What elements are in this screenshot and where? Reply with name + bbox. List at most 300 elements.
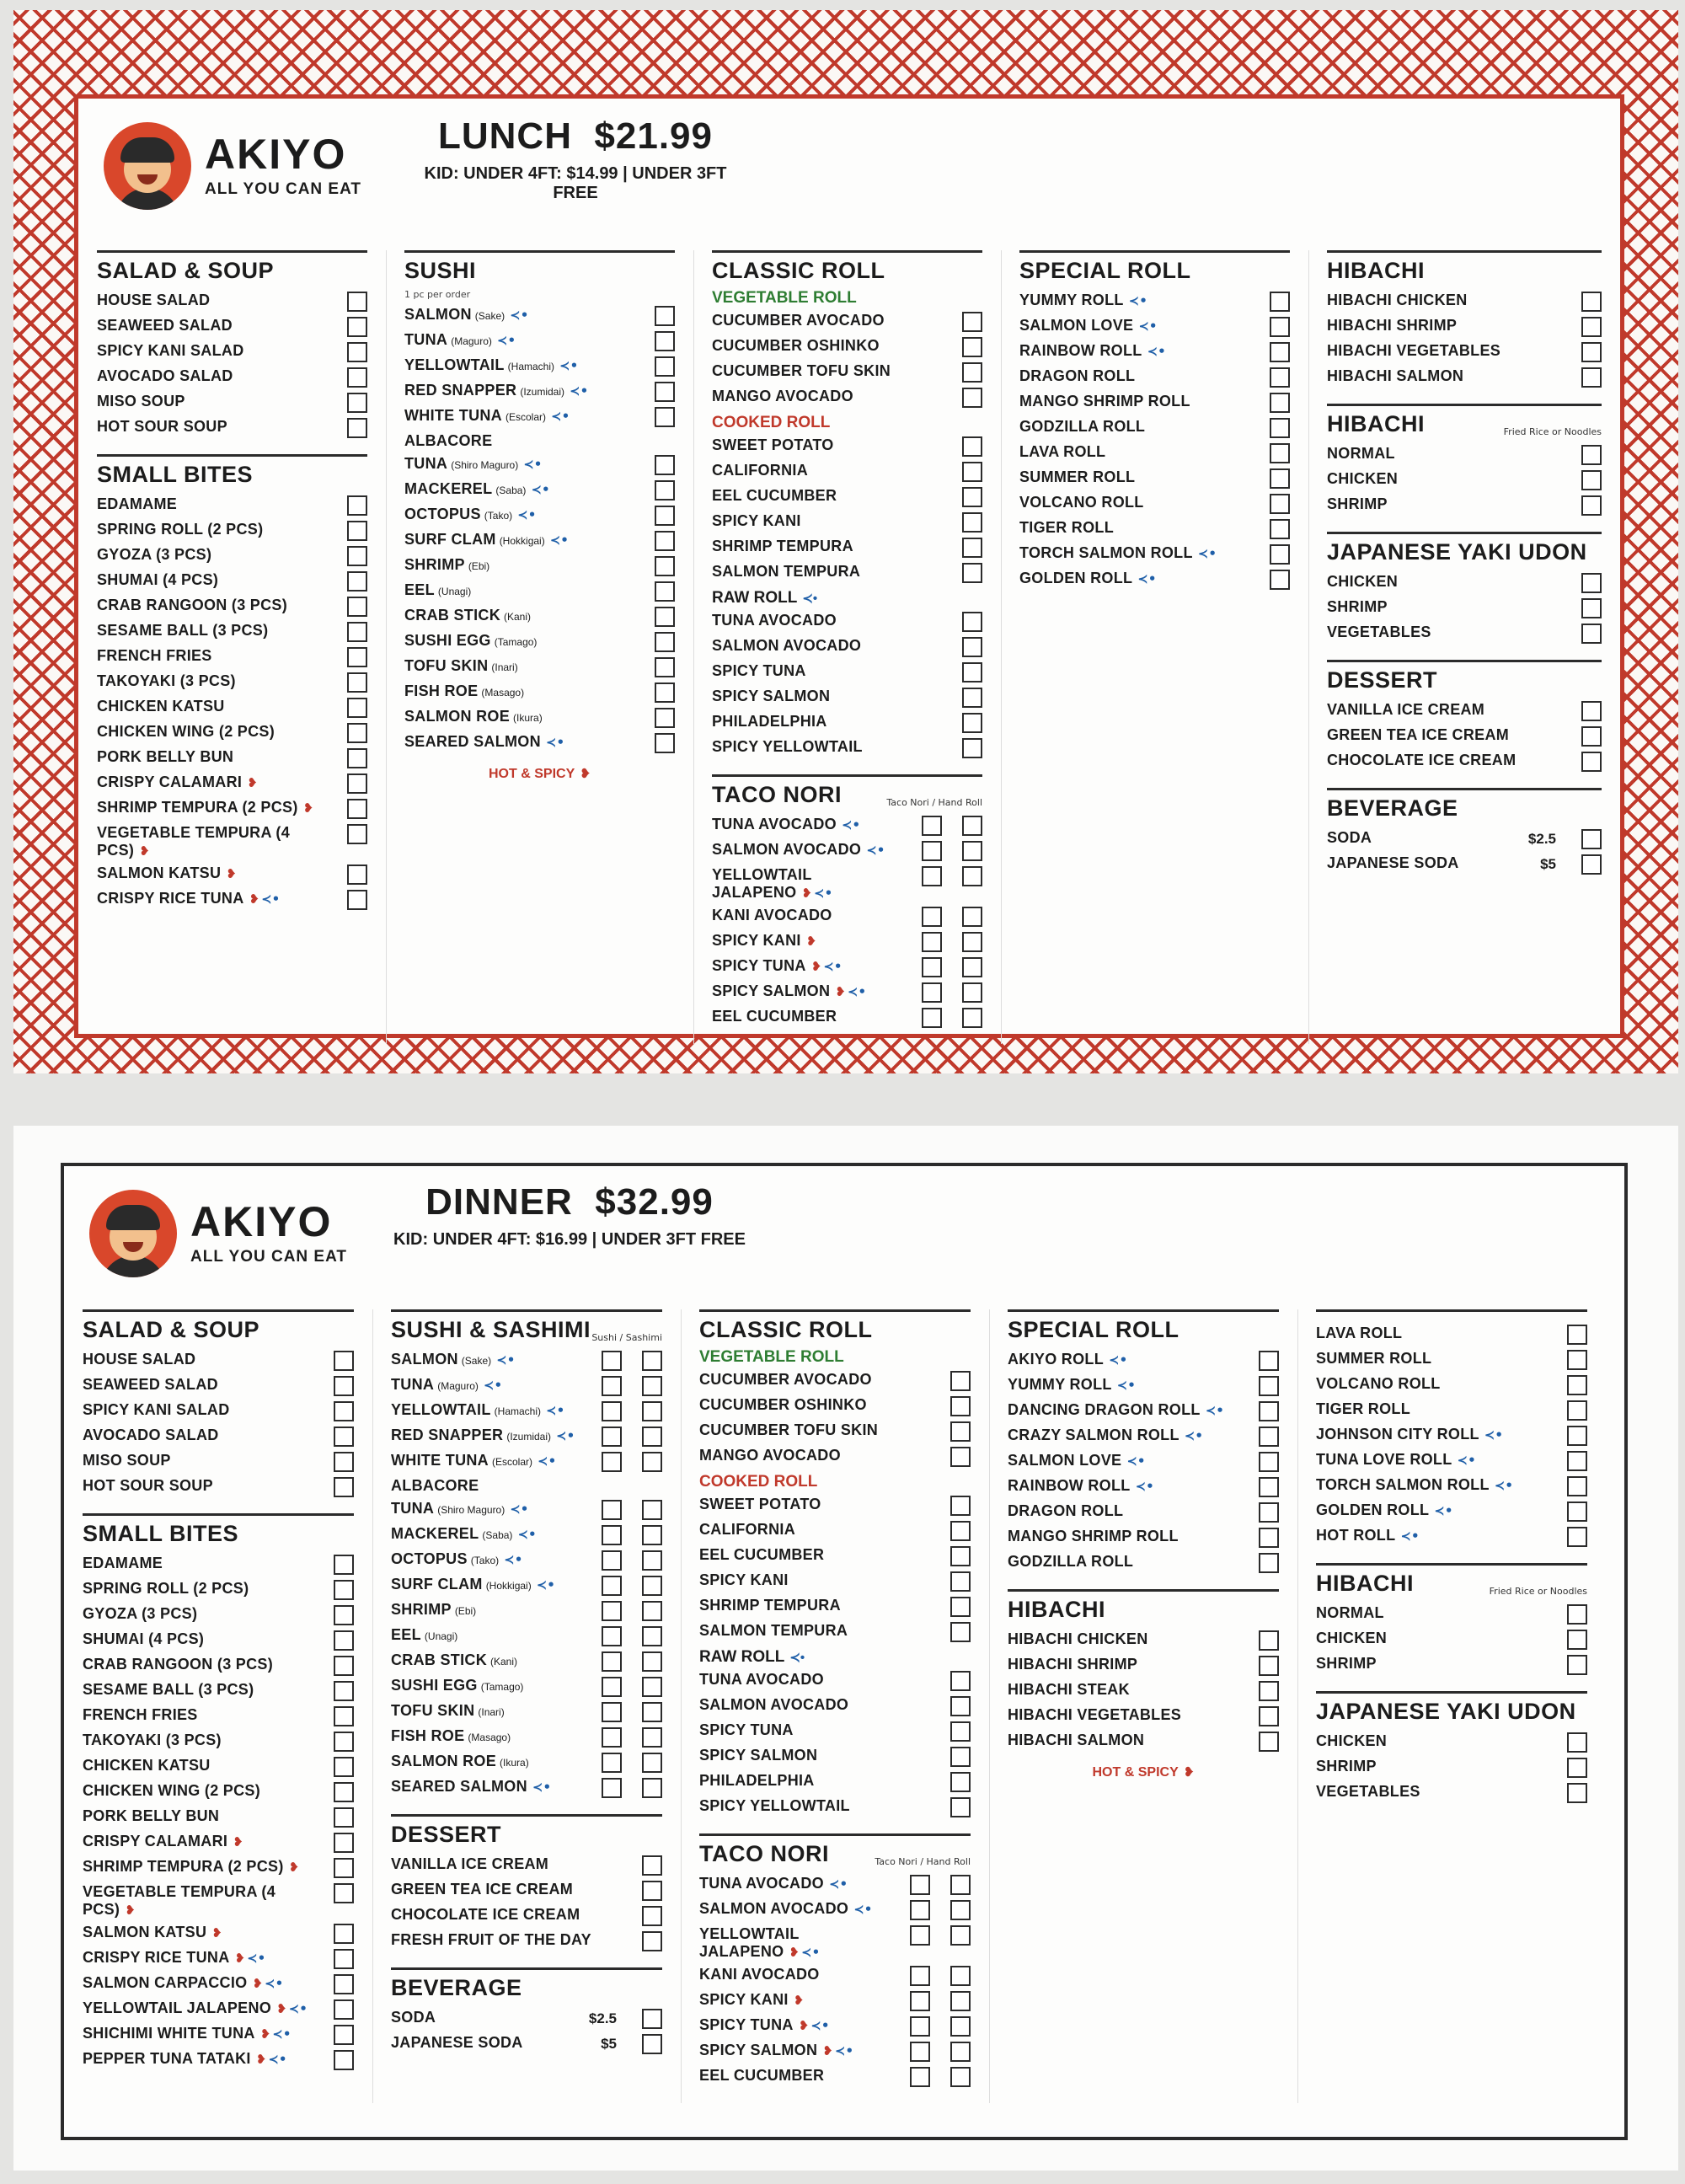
order-checkbox[interactable]: [334, 1630, 354, 1651]
order-boxes: [334, 1427, 354, 1447]
menu-item: [404, 528, 675, 554]
order-checkbox[interactable]: [910, 2016, 930, 2037]
order-checkbox[interactable]: [950, 1447, 971, 1467]
order-checkbox[interactable]: [602, 1601, 622, 1621]
order-checkbox[interactable]: [334, 1782, 354, 1802]
order-checkbox[interactable]: [334, 1924, 354, 1944]
order-checkbox[interactable]: [334, 1555, 354, 1575]
order-checkbox[interactable]: [1259, 1553, 1279, 1573]
order-checkbox[interactable]: [642, 1727, 662, 1748]
order-checkbox[interactable]: [1259, 1477, 1279, 1497]
order-checkbox[interactable]: [642, 1753, 662, 1773]
order-checkbox[interactable]: [1259, 1351, 1279, 1371]
order-checkbox[interactable]: [347, 723, 367, 743]
order-checkbox[interactable]: [1581, 317, 1602, 337]
order-checkbox[interactable]: [962, 637, 982, 657]
order-checkbox[interactable]: [950, 1671, 971, 1691]
order-checkbox[interactable]: [950, 1622, 971, 1642]
raw-fish-icon: ≺•: [866, 843, 885, 858]
order-checkbox[interactable]: [962, 512, 982, 533]
legend-text: HOT & SPICY: [1092, 1765, 1179, 1780]
order-boxes: [1259, 1528, 1279, 1548]
order-checkbox[interactable]: [922, 866, 942, 886]
order-checkbox[interactable]: [950, 2016, 971, 2037]
order-checkbox[interactable]: [1259, 1681, 1279, 1701]
menu-item-text: [1327, 598, 1388, 616]
order-checkbox[interactable]: [1581, 752, 1602, 772]
order-checkbox[interactable]: [334, 1681, 354, 1701]
menu-item: [699, 1923, 971, 1963]
subsection-title: [712, 414, 982, 432]
order-checkbox[interactable]: [950, 1875, 971, 1895]
order-checkbox[interactable]: [347, 597, 367, 617]
order-checkbox[interactable]: [1581, 624, 1602, 644]
order-checkbox[interactable]: [962, 713, 982, 733]
order-checkbox[interactable]: [642, 1525, 662, 1545]
item-name: TORCH SALMON ROLL: [1316, 1476, 1490, 1493]
order-checkbox[interactable]: [1567, 1426, 1587, 1446]
order-checkbox[interactable]: [962, 487, 982, 507]
order-checkbox[interactable]: [1581, 470, 1602, 490]
order-checkbox[interactable]: [1567, 1604, 1587, 1625]
order-checkbox[interactable]: [962, 816, 982, 836]
order-checkbox[interactable]: [950, 1396, 971, 1416]
order-checkbox[interactable]: [1581, 598, 1602, 618]
order-checkbox[interactable]: [642, 1351, 662, 1371]
item-name: EEL CUCUMBER: [712, 1008, 837, 1025]
order-checkbox[interactable]: [642, 1576, 662, 1596]
order-checkbox[interactable]: [1581, 495, 1602, 516]
item-marks: [1483, 1427, 1503, 1443]
order-checkbox[interactable]: [642, 2034, 662, 2054]
menu-item: [1316, 1448, 1587, 1474]
order-checkbox[interactable]: [1259, 1706, 1279, 1726]
order-checkbox[interactable]: [347, 799, 367, 819]
order-checkbox[interactable]: [347, 622, 367, 642]
order-checkbox[interactable]: [1270, 494, 1290, 514]
order-checkbox[interactable]: [655, 682, 675, 703]
order-checkbox[interactable]: [655, 733, 675, 753]
order-checkbox[interactable]: [1567, 1375, 1587, 1395]
order-checkbox[interactable]: [962, 436, 982, 457]
menu-item-text: [83, 1555, 163, 1572]
order-checkbox[interactable]: [655, 455, 675, 475]
order-checkbox[interactable]: [1567, 1502, 1587, 1522]
order-checkbox[interactable]: [962, 612, 982, 632]
order-checkbox[interactable]: [1259, 1502, 1279, 1523]
menu-item: [712, 904, 982, 929]
order-checkbox[interactable]: [602, 1351, 622, 1371]
order-checkbox[interactable]: [950, 1371, 971, 1391]
order-checkbox[interactable]: [602, 1651, 622, 1672]
order-checkbox[interactable]: [655, 356, 675, 377]
item-name: EEL: [391, 1626, 421, 1643]
order-checkbox[interactable]: [962, 1008, 982, 1028]
item-name: VEGETABLES: [1316, 1783, 1420, 1800]
order-checkbox[interactable]: [950, 1772, 971, 1792]
order-checkbox[interactable]: [1270, 393, 1290, 413]
order-checkbox[interactable]: [347, 824, 367, 844]
order-checkbox[interactable]: [347, 292, 367, 312]
order-checkbox[interactable]: [962, 841, 982, 861]
order-boxes: [334, 1782, 354, 1802]
order-checkbox[interactable]: [602, 1427, 622, 1447]
order-checkbox[interactable]: [1581, 445, 1602, 465]
order-checkbox[interactable]: [334, 1580, 354, 1600]
order-checkbox[interactable]: [334, 1706, 354, 1726]
order-checkbox[interactable]: [334, 1732, 354, 1752]
menu-section: [712, 250, 982, 761]
menu-item-text: [1008, 1553, 1133, 1571]
order-checkbox[interactable]: [1581, 342, 1602, 362]
legend-text: HOT & SPICY: [489, 767, 575, 781]
order-checkbox[interactable]: [347, 546, 367, 566]
order-checkbox[interactable]: [950, 1966, 971, 1986]
order-checkbox[interactable]: [1270, 317, 1290, 337]
order-checkbox[interactable]: [1567, 1400, 1587, 1421]
menu-item-text: [699, 1747, 817, 1764]
order-checkbox[interactable]: [950, 1546, 971, 1566]
order-boxes: [1567, 1325, 1587, 1345]
order-checkbox[interactable]: [334, 1833, 354, 1853]
order-checkbox[interactable]: [334, 1452, 354, 1472]
order-checkbox[interactable]: [1259, 1401, 1279, 1421]
order-checkbox[interactable]: [602, 1525, 622, 1545]
order-checkbox[interactable]: [642, 1778, 662, 1798]
menu-item-text: [391, 1351, 515, 1368]
menu-item-text: [712, 907, 832, 924]
menu-item-text: [97, 864, 237, 882]
order-checkbox[interactable]: [922, 907, 942, 927]
menu-item: [1327, 314, 1602, 340]
order-checkbox[interactable]: [1567, 1655, 1587, 1675]
order-boxes: [922, 982, 982, 1003]
section-header: [1008, 1589, 1279, 1623]
order-checkbox[interactable]: [1581, 367, 1602, 388]
section-header: [1019, 250, 1290, 284]
order-checkbox[interactable]: [347, 317, 367, 337]
order-checkbox[interactable]: [334, 1999, 354, 2020]
order-checkbox[interactable]: [347, 418, 367, 438]
order-checkbox[interactable]: [602, 1452, 622, 1472]
item-japanese-name: (Shiro Maguro): [437, 1504, 506, 1516]
menu-item-text: [712, 982, 866, 1000]
order-checkbox[interactable]: [1270, 519, 1290, 539]
order-checkbox[interactable]: [1270, 342, 1290, 362]
order-checkbox[interactable]: [602, 1778, 622, 1798]
order-boxes: [347, 647, 367, 667]
order-checkbox[interactable]: [922, 816, 942, 836]
order-checkbox[interactable]: [1270, 544, 1290, 565]
order-checkbox[interactable]: [1270, 292, 1290, 312]
item-marks: [210, 1924, 222, 1940]
order-checkbox[interactable]: [910, 1991, 930, 2011]
section-header: [97, 250, 367, 284]
order-checkbox[interactable]: [1567, 1758, 1587, 1778]
order-checkbox[interactable]: [922, 932, 942, 952]
order-checkbox[interactable]: [334, 1974, 354, 1994]
order-checkbox[interactable]: [922, 1008, 942, 1028]
order-checkbox[interactable]: [950, 1496, 971, 1516]
item-name: RAINBOW ROLL: [1019, 342, 1142, 359]
item-name: SALMON: [391, 1351, 458, 1368]
order-checkbox[interactable]: [962, 957, 982, 977]
order-checkbox[interactable]: [1567, 1350, 1587, 1370]
order-checkbox[interactable]: [602, 1576, 622, 1596]
order-checkbox[interactable]: [1270, 418, 1290, 438]
item-name: EEL CUCUMBER: [699, 1546, 825, 1563]
order-checkbox[interactable]: [602, 1702, 622, 1722]
order-checkbox[interactable]: [1259, 1656, 1279, 1676]
order-checkbox[interactable]: [347, 571, 367, 592]
order-checkbox[interactable]: [922, 982, 942, 1003]
order-checkbox[interactable]: [1567, 1630, 1587, 1650]
item-name: SPICY KANI: [712, 932, 801, 949]
order-checkbox[interactable]: [950, 1925, 971, 1946]
order-checkbox[interactable]: [347, 495, 367, 516]
item-name: CUCUMBER TOFU SKIN: [712, 362, 891, 379]
order-checkbox[interactable]: [950, 1991, 971, 2011]
order-checkbox[interactable]: [962, 538, 982, 558]
order-checkbox[interactable]: [1567, 1325, 1587, 1345]
order-checkbox[interactable]: [1259, 1452, 1279, 1472]
menu-item-text: [712, 957, 842, 975]
order-checkbox[interactable]: [642, 1931, 662, 1951]
order-checkbox[interactable]: [1581, 292, 1602, 312]
order-checkbox[interactable]: [642, 1855, 662, 1876]
order-checkbox[interactable]: [642, 1376, 662, 1396]
order-checkbox[interactable]: [962, 662, 982, 682]
order-checkbox[interactable]: [910, 2067, 930, 2087]
order-checkbox[interactable]: [1581, 726, 1602, 747]
order-checkbox[interactable]: [655, 382, 675, 402]
order-checkbox[interactable]: [962, 362, 982, 383]
item-name: CRAB RANGOON (3 PCS): [97, 597, 288, 613]
order-checkbox[interactable]: [1259, 1376, 1279, 1396]
menu-item-text: [97, 890, 280, 907]
order-checkbox[interactable]: [334, 1757, 354, 1777]
order-checkbox[interactable]: [950, 1797, 971, 1817]
order-checkbox[interactable]: [334, 1883, 354, 1903]
order-checkbox[interactable]: [642, 2009, 662, 2029]
order-checkbox[interactable]: [922, 957, 942, 977]
order-checkbox[interactable]: [347, 864, 367, 885]
order-checkbox[interactable]: [642, 1906, 662, 1926]
order-checkbox[interactable]: [655, 531, 675, 551]
order-checkbox[interactable]: [962, 337, 982, 357]
order-checkbox[interactable]: [347, 698, 367, 718]
order-checkbox[interactable]: [642, 1550, 662, 1571]
item-name: HIBACHI VEGETABLES: [1327, 342, 1501, 359]
menu-item: [404, 629, 675, 655]
order-checkbox[interactable]: [334, 1949, 354, 1969]
order-checkbox[interactable]: [655, 331, 675, 351]
order-checkbox[interactable]: [910, 1900, 930, 1920]
order-checkbox[interactable]: [602, 1753, 622, 1773]
order-boxes: [334, 1452, 354, 1472]
item-marks: [502, 1551, 522, 1567]
order-checkbox[interactable]: [334, 2050, 354, 2070]
order-checkbox[interactable]: [602, 1550, 622, 1571]
order-checkbox[interactable]: [655, 306, 675, 326]
item-japanese-name: (Ebi): [454, 1605, 477, 1617]
menu-item-text: [83, 1477, 213, 1495]
order-checkbox[interactable]: [962, 462, 982, 482]
order-checkbox[interactable]: [1259, 1630, 1279, 1651]
order-checkbox[interactable]: [602, 1376, 622, 1396]
order-checkbox[interactable]: [347, 672, 367, 693]
order-checkbox[interactable]: [655, 607, 675, 627]
order-checkbox[interactable]: [334, 1427, 354, 1447]
order-checkbox[interactable]: [1581, 829, 1602, 849]
order-checkbox[interactable]: [950, 2067, 971, 2087]
order-checkbox[interactable]: [334, 1807, 354, 1828]
order-checkbox[interactable]: [334, 1605, 354, 1625]
order-checkbox[interactable]: [602, 1677, 622, 1697]
section-header: [1327, 660, 1602, 693]
order-checkbox[interactable]: [1581, 573, 1602, 593]
order-checkbox[interactable]: [602, 1727, 622, 1748]
order-boxes: [334, 2025, 354, 2045]
order-checkbox[interactable]: [642, 1702, 662, 1722]
order-checkbox[interactable]: [347, 367, 367, 388]
order-checkbox[interactable]: [334, 1858, 354, 1878]
item-marks: [516, 1526, 536, 1542]
menu-item-text: [712, 866, 917, 902]
order-boxes: [602, 1452, 662, 1472]
order-checkbox[interactable]: [950, 1421, 971, 1442]
menu-item: [1316, 1398, 1587, 1423]
order-checkbox[interactable]: [910, 1925, 930, 1946]
raw-fish-icon: ≺•: [504, 1552, 523, 1567]
order-checkbox[interactable]: [1567, 1783, 1587, 1803]
order-checkbox[interactable]: [1581, 701, 1602, 721]
menu-item-text: [1316, 1375, 1441, 1393]
order-checkbox[interactable]: [1259, 1732, 1279, 1752]
menu-item: [1316, 1322, 1587, 1347]
order-checkbox[interactable]: [347, 393, 367, 413]
menu-section: [404, 250, 675, 782]
order-checkbox[interactable]: [642, 1427, 662, 1447]
order-checkbox[interactable]: [655, 581, 675, 602]
order-checkbox[interactable]: [910, 1966, 930, 1986]
order-checkbox[interactable]: [910, 2042, 930, 2062]
order-checkbox[interactable]: [1270, 443, 1290, 463]
order-checkbox[interactable]: [655, 480, 675, 500]
menu-item-text: [712, 436, 834, 454]
menu-column: [681, 1309, 989, 2103]
order-checkbox[interactable]: [655, 657, 675, 677]
order-checkbox[interactable]: [655, 506, 675, 526]
order-checkbox[interactable]: [642, 1651, 662, 1672]
order-checkbox[interactable]: [642, 1881, 662, 1901]
order-checkbox[interactable]: [655, 632, 675, 652]
order-checkbox[interactable]: [950, 1747, 971, 1767]
order-checkbox[interactable]: [602, 1626, 622, 1646]
order-checkbox[interactable]: [950, 2042, 971, 2062]
order-checkbox[interactable]: [334, 1656, 354, 1676]
order-checkbox[interactable]: [1259, 1427, 1279, 1447]
order-boxes: [962, 713, 982, 733]
order-checkbox[interactable]: [347, 342, 367, 362]
order-checkbox[interactable]: [642, 1601, 662, 1621]
item-name: SALMON TEMPURA: [712, 563, 861, 580]
order-checkbox[interactable]: [334, 1401, 354, 1421]
menu-item-text: [404, 407, 570, 425]
order-checkbox[interactable]: [602, 1500, 622, 1520]
order-checkbox[interactable]: [655, 407, 675, 427]
order-checkbox[interactable]: [642, 1452, 662, 1472]
order-checkbox[interactable]: [950, 1597, 971, 1617]
order-checkbox[interactable]: [962, 932, 982, 952]
order-checkbox[interactable]: [347, 521, 367, 541]
order-boxes: [950, 1571, 971, 1592]
order-boxes: [962, 612, 982, 632]
menu-item-text: [1008, 1706, 1181, 1724]
menu-item: [1316, 1423, 1587, 1448]
order-checkbox[interactable]: [642, 1626, 662, 1646]
menu-item-text: [1019, 519, 1114, 537]
order-checkbox[interactable]: [347, 890, 367, 910]
order-checkbox[interactable]: [910, 1875, 930, 1895]
order-checkbox[interactable]: [1270, 367, 1290, 388]
order-boxes: [347, 774, 367, 794]
order-checkbox[interactable]: [1581, 854, 1602, 875]
order-checkbox[interactable]: [642, 1500, 662, 1520]
order-checkbox[interactable]: [642, 1401, 662, 1421]
order-checkbox[interactable]: [334, 1477, 354, 1497]
order-checkbox[interactable]: [962, 312, 982, 332]
order-checkbox[interactable]: [950, 1900, 971, 1920]
order-checkbox[interactable]: [950, 1571, 971, 1592]
order-checkbox[interactable]: [655, 708, 675, 728]
menu-item: [712, 685, 982, 710]
order-boxes: [922, 932, 982, 952]
order-checkbox[interactable]: [962, 738, 982, 758]
order-checkbox[interactable]: [602, 1401, 622, 1421]
order-checkbox[interactable]: [962, 388, 982, 408]
order-checkbox[interactable]: [962, 563, 982, 583]
order-checkbox[interactable]: [962, 688, 982, 708]
order-checkbox[interactable]: [950, 1721, 971, 1742]
order-checkbox[interactable]: [1270, 570, 1290, 590]
order-checkbox[interactable]: [347, 748, 367, 768]
item-name: EDAMAME: [97, 495, 178, 512]
order-checkbox[interactable]: [922, 841, 942, 861]
order-checkbox[interactable]: [655, 556, 675, 576]
order-checkbox[interactable]: [347, 647, 367, 667]
order-checkbox[interactable]: [1567, 1451, 1587, 1471]
order-checkbox[interactable]: [950, 1696, 971, 1716]
item-name: LAVA ROLL: [1019, 443, 1106, 460]
order-checkbox[interactable]: [1270, 468, 1290, 489]
order-checkbox[interactable]: [950, 1521, 971, 1541]
order-checkbox[interactable]: [334, 1351, 354, 1371]
order-checkbox[interactable]: [1567, 1732, 1587, 1753]
order-checkbox[interactable]: [334, 2025, 354, 2045]
order-checkbox[interactable]: [1259, 1528, 1279, 1548]
order-checkbox[interactable]: [1567, 1527, 1587, 1547]
order-checkbox[interactable]: [347, 774, 367, 794]
order-checkbox[interactable]: [334, 1376, 354, 1396]
order-checkbox[interactable]: [962, 866, 982, 886]
item-name: SWEET POTATO: [699, 1496, 821, 1512]
order-checkbox[interactable]: [642, 1677, 662, 1697]
order-checkbox[interactable]: [962, 982, 982, 1003]
order-checkbox[interactable]: [1567, 1476, 1587, 1496]
column-divider: [1297, 1309, 1298, 2103]
order-checkbox[interactable]: [962, 907, 982, 927]
